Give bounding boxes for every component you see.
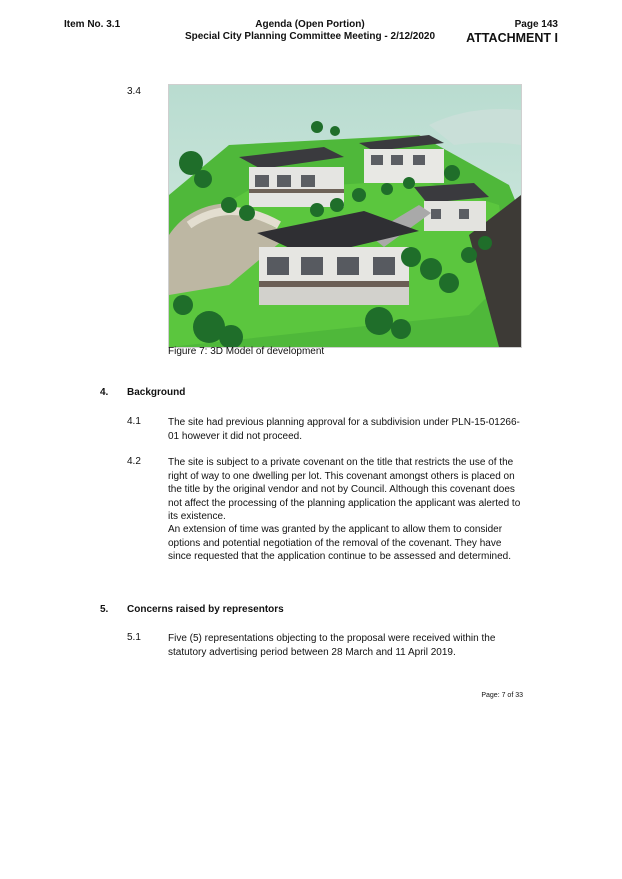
paragraph-4-2-number: 4.2 [127, 456, 141, 467]
header-center [160, 19, 460, 43]
section-5-number: 5. [100, 604, 109, 615]
paragraph-5-1-number: 5.1 [127, 632, 141, 643]
figure-section-number: 3.4 [127, 86, 141, 97]
header-agenda: Agenda (Open Portion) [255, 19, 365, 30]
paragraph-4-1-number: 4.1 [127, 416, 141, 427]
footer-page-of: Page: 7 of 33 [481, 692, 523, 699]
header-meeting: Special City Planning Committee Meeting - 2/12/2020 [184, 31, 436, 42]
paragraph-4-2-continuation: An extension of time was granted by the applicant to allow them to consider options and potential negotiation of the removal of the covenant. They have since requested that the application continue to be assessed and determined. [168, 524, 512, 563]
development-3d-model-image [168, 84, 522, 348]
section-5-title: Concerns raised by representors [127, 604, 284, 615]
header-item-number: Item No. 3.1 [64, 19, 121, 30]
header-page-number: Page 143 [514, 19, 558, 30]
header-attachment: ATTACHMENT I [466, 31, 558, 45]
paragraph-4-1-text: The site had previous planning approval for a subdivision under PLN-15-01266-01 however it did not proceed. [168, 417, 520, 442]
section-4-title: Background [127, 387, 186, 398]
paragraph-5-1-text: Five (5) representations objecting to the proposal were received within the statutory advertising period between 28 March and 11 April 2019. [168, 633, 496, 658]
header-right [466, 19, 558, 45]
section-4-number: 4. [100, 387, 109, 398]
paragraph-4-2-text: The site is subject to a private covenant on the title that restricts the use of the right of way to one dwelling per lot. This covenant amongst others is placed on the title by the original vendor and not by Council. Although this covenant does not affect the processing of the planning application the applicant was alerted to its existence. [168, 457, 521, 523]
figure-caption: Figure 7: 3D Model of development [168, 346, 325, 357]
development-render [169, 85, 521, 347]
